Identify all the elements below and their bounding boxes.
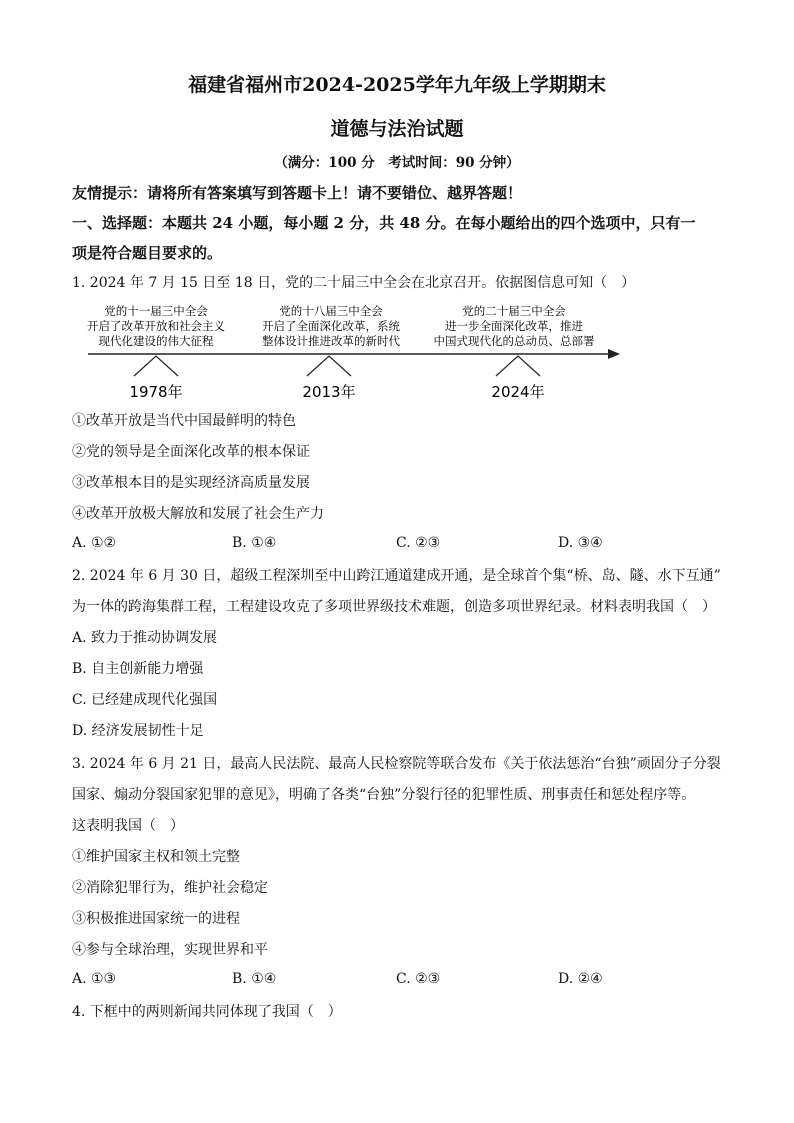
- q1-item-1: ①改革开放是当代中国最鲜明的特色: [72, 413, 296, 429]
- q3-item-4: ④参与全球治理，实现世界和平: [72, 942, 268, 958]
- q2-stem-line1: 2. 2024 年 6 月 30 日，超级工程深圳至中山跨江通道建成开通，是全球首个集“桥、岛、隧、水下互通”: [72, 568, 721, 584]
- q1-option-d[interactable]: D. ③④: [558, 535, 603, 551]
- q1-option-c[interactable]: C. ②③: [396, 535, 441, 551]
- event-1978-line3: 现代化建设的伟大征程: [98, 334, 214, 348]
- exam-title: 福建省福州市2024-2025学年九年级上学期期末: [188, 74, 606, 96]
- timeline-marker-2024: [496, 356, 540, 376]
- event-2013-line3: 整体设计推进改革的新时代: [262, 334, 400, 348]
- q3-option-d[interactable]: D. ②④: [558, 971, 603, 987]
- timeline-event-2013: [262, 304, 400, 348]
- exam-meta: （满分：100 分 考试时间：90 分钟）: [274, 155, 520, 171]
- q1-option-a[interactable]: A. ①②: [72, 535, 117, 551]
- q3-option-b[interactable]: B. ①④: [232, 971, 277, 987]
- q3-options: [72, 971, 732, 991]
- q3-option-c[interactable]: C. ②③: [396, 971, 441, 987]
- event-2024-line3: 中国式现代化的总动员、总部署: [433, 334, 595, 348]
- q2-option-c[interactable]: C. 已经建成现代化强国: [72, 692, 218, 708]
- q2-option-b[interactable]: B. 自主创新能力增强: [72, 661, 204, 677]
- q2-stem-line2: 为一体的跨海集群工程，工程建设攻克了多项世界级技术难题，创造多项世界纪录。材料表明我国（ ）: [72, 599, 716, 615]
- q3-item-3: ③积极推进国家统一的进程: [72, 911, 240, 927]
- notice: 友情提示：请将所有答案填写到答题卡上！请不要错位、越界答题！: [72, 184, 523, 202]
- event-1978-line1: 党的十一届三中全会: [104, 304, 208, 318]
- q1-item-3: ③改革根本目的是实现经济高质量发展: [72, 475, 310, 491]
- q1-item-4: ④改革开放极大解放和发展了社会生产力: [72, 506, 324, 522]
- timeline-marker-1978: [134, 356, 178, 376]
- timeline-marker-2013: [307, 356, 351, 376]
- timeline-year-2024: 2024年: [491, 383, 545, 401]
- q3-stem-line3: 这表明我国（ ）: [72, 818, 184, 834]
- q2-option-a[interactable]: A. 致力于推动协调发展: [72, 630, 218, 646]
- section-heading-line2: 项是符合题目要求的。: [72, 244, 223, 262]
- q1-item-2: ②党的领导是全面深化改革的根本保证: [72, 444, 310, 460]
- timeline-arrow-icon: [608, 349, 620, 359]
- q1-option-b[interactable]: B. ①④: [232, 535, 277, 551]
- q3-stem-line2: 国家、煽动分裂国家犯罪的意见》，明确了各类“台独”分裂行径的犯罪性质、刑事责任和惩处程序等。: [72, 787, 696, 803]
- q3-stem-line1: 3. 2024 年 6 月 21 日，最高人民法院、最高人民检察院等联合发布《关于依法惩治“台独”顽固分子分裂: [72, 756, 721, 772]
- timeline-event-2024: [434, 304, 595, 348]
- q3-item-1: ①维护国家主权和领土完整: [72, 849, 240, 865]
- event-1978-line2: 开启了改革开放和社会主义: [87, 319, 225, 333]
- event-2013-line1: 党的十八届三中全会: [279, 304, 383, 318]
- q3-item-2: ②消除犯罪行为，维护社会稳定: [72, 880, 268, 896]
- exam-subject: 道德与法治试题: [330, 118, 464, 140]
- q3-option-a[interactable]: A. ①③: [72, 971, 117, 987]
- event-2024-line1: 党的二十届三中全会: [462, 304, 566, 318]
- q1-timeline-figure: [80, 296, 625, 408]
- timeline-year-1978: 1978年: [129, 383, 183, 401]
- q4-stem: 4. 下框中的两则新闻共同体现了我国（ ）: [72, 1004, 342, 1020]
- event-2013-line2: 开启了全面深化改革，系统: [262, 319, 400, 333]
- q1-options: [72, 535, 732, 555]
- q2-option-d[interactable]: D. 经济发展韧性十足: [72, 723, 204, 739]
- timeline-event-1978: [87, 304, 225, 348]
- section-heading-line1: 一、选择题：本题共 24 小题，每小题 2 分，共 48 分。在每小题给出的四个选项中，只有一: [72, 214, 696, 232]
- timeline-year-2013: 2013年: [302, 383, 356, 401]
- event-2024-line2: 进一步全面深化改革，推进: [445, 319, 583, 333]
- q1-stem: 1. 2024 年 7 月 15 日至 18 日，党的二十届三中全会在北京召开。依据图信息可知（ ）: [72, 275, 636, 291]
